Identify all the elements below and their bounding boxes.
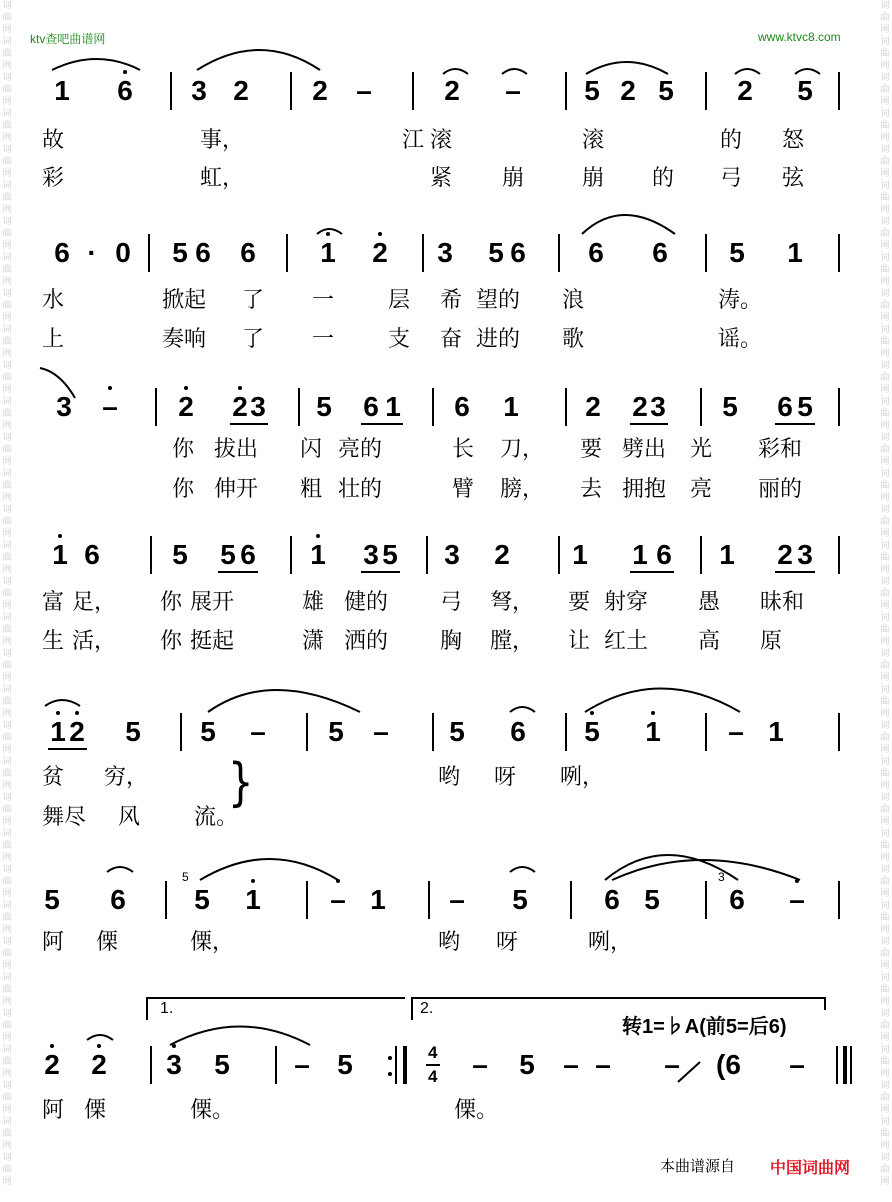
slur	[586, 62, 668, 74]
note: 5	[658, 75, 674, 106]
lyric: 生	[42, 629, 65, 654]
beam-underline	[218, 571, 258, 573]
lyric: 阿	[42, 1098, 65, 1123]
note: 6	[652, 237, 668, 268]
note: 2	[585, 391, 601, 422]
lyric: 虹，	[200, 166, 245, 191]
octave-dot	[108, 386, 112, 390]
note: 5	[214, 1049, 230, 1080]
lyric: 展开	[190, 590, 235, 615]
lyric: 崩	[502, 166, 525, 191]
lyric: 富	[42, 590, 65, 615]
note: 1	[52, 539, 68, 570]
lyric: 彩和	[758, 437, 803, 462]
lyric: 你	[160, 590, 183, 615]
octave-dot	[326, 232, 330, 236]
final-bar	[836, 1046, 838, 1084]
note: 6	[84, 539, 100, 570]
lyric: 去	[580, 477, 603, 502]
bar-line	[306, 881, 308, 919]
lyric: 伸开	[214, 477, 259, 502]
lyric: 丽的	[758, 477, 803, 502]
octave-dot	[795, 879, 799, 883]
note: –	[294, 1049, 310, 1080]
note: 2	[44, 1049, 60, 1080]
slur	[585, 689, 740, 713]
lyric: 的	[652, 166, 675, 191]
note: –	[449, 884, 465, 915]
note: 3	[444, 539, 460, 570]
lyric: 彩	[42, 166, 65, 191]
lyric: 希	[440, 288, 463, 313]
bar-line	[838, 713, 840, 751]
note: 5	[172, 237, 188, 268]
slur	[502, 69, 527, 74]
note: 3	[56, 391, 72, 422]
note: 5	[488, 237, 504, 268]
repeat-dot	[388, 1056, 392, 1060]
lyric: 拔出	[214, 437, 259, 462]
bar-line	[565, 388, 567, 426]
slur	[87, 1035, 113, 1040]
note: 5	[519, 1049, 535, 1080]
note: 6	[656, 539, 672, 570]
note: 1	[632, 539, 648, 570]
octave-dot	[251, 879, 255, 883]
lyric: 昧和	[760, 590, 805, 615]
lyric: 弩，	[490, 590, 535, 615]
time-sig-bottom: 4	[428, 1067, 438, 1086]
note: –	[664, 1049, 680, 1080]
note: 1	[719, 539, 735, 570]
note: 3	[166, 1049, 182, 1080]
lyric: 傈。	[454, 1098, 499, 1123]
lyric: 拥抱	[622, 477, 667, 502]
note: –	[563, 1049, 579, 1080]
note: –	[250, 716, 266, 747]
octave-dot	[56, 711, 60, 715]
lyric: 弓	[720, 166, 743, 191]
watermark-right: 词 曲 网 词 曲 网 词 曲 网 词 曲 网 词 曲 网 词 曲 网 词 曲 网 词 曲 网 词 曲 网 词 曲 网 词 曲 网 词 曲 网 词 曲 网 词 曲 网 词 曲 网 词 曲 网 词 曲 网 词 曲 网 词 曲 网 词 曲 网 词 曲 网 词 曲 网 词 曲 网 词 曲 网 词 曲 网 词 曲 网 词 曲 网 词 曲 网 词 曲 网 词 曲 网 词 曲 网 词 曲 网 词 曲 网	[880, 1, 890, 1187]
lyric: 闪	[300, 437, 323, 462]
lyric: 哟	[438, 765, 461, 790]
lyric: 红土	[604, 629, 649, 654]
note: 6	[510, 237, 526, 268]
bar-line	[298, 388, 300, 426]
lyric: 一	[312, 327, 335, 352]
bar-line	[570, 881, 572, 919]
note: 5	[644, 884, 660, 915]
octave-dot	[378, 232, 382, 236]
slur	[735, 69, 760, 74]
slur	[582, 215, 675, 234]
lyric: 你	[172, 477, 195, 502]
lyric: 了	[242, 327, 265, 352]
note: 6	[729, 884, 745, 915]
lyric: 刀，	[500, 437, 545, 462]
note: 2	[372, 237, 388, 268]
octave-dot	[651, 711, 655, 715]
lyric: 你	[160, 629, 183, 654]
lyric: 涛。	[718, 288, 763, 313]
lyric: 长	[452, 437, 475, 462]
lyric: 一	[312, 288, 335, 313]
note: 1	[50, 716, 66, 747]
footer-source-site[interactable]: 中国词曲网	[770, 1158, 851, 1177]
lyric: 你	[172, 437, 195, 462]
lyric: 射穿	[604, 590, 649, 615]
watermark-left: 词 曲 网 词 曲 网 词 曲 网 词 曲 网 词 曲 网 词 曲 网 词 曲 网 词 曲 网 词 曲 网 词 曲 网 词 曲 网 词 曲 网 词 曲 网 词 曲 网 词 曲 网 词 曲 网 词 曲 网 词 曲 网 词 曲 网 词 曲 网 词 曲 网 词 曲 网 词 曲 网 词 曲 网 词 曲 网 词 曲 网 词 曲 网 词 曲 网 词 曲 网 词 曲 网 词 曲 网 词 曲 网 词 曲 网	[2, 1, 12, 1187]
bar-line	[422, 234, 424, 272]
slur	[208, 690, 360, 712]
lyric: 事，	[200, 128, 245, 153]
beam-underline	[230, 423, 268, 425]
lyric: 舞尽	[42, 805, 87, 830]
note: 1	[572, 539, 588, 570]
note: 6	[195, 237, 211, 268]
note: 1	[768, 716, 784, 747]
lyric: 的	[720, 128, 743, 153]
slur	[197, 50, 320, 70]
lyric: 让	[568, 629, 591, 654]
footer-source-label: 本曲谱源自	[660, 1157, 736, 1175]
note: 6	[110, 884, 126, 915]
note: 5	[44, 884, 60, 915]
slur	[443, 69, 468, 74]
lyric: 江	[402, 128, 425, 153]
repeat-dot	[388, 1072, 392, 1076]
note: 2	[312, 75, 328, 106]
lyric: 潇	[302, 629, 325, 654]
slur	[510, 867, 535, 872]
lyric-brace: }	[228, 753, 254, 813]
lyric: 浪	[562, 288, 585, 313]
bar-line	[558, 234, 560, 272]
bar-line	[705, 713, 707, 751]
note: 2	[620, 75, 636, 106]
note: 1	[370, 884, 386, 915]
volta-bracket	[147, 998, 405, 1020]
lyric: 挺起	[190, 629, 235, 654]
beam-underline	[361, 423, 403, 425]
note: 1	[787, 237, 803, 268]
note: –	[102, 391, 118, 422]
lyric: 紧	[430, 166, 453, 191]
octave-dot	[336, 879, 340, 883]
lyric: 活，	[72, 629, 117, 654]
octave-dot	[123, 70, 127, 74]
lyric: 水	[42, 288, 65, 313]
note: 6	[240, 237, 256, 268]
note: –	[789, 1049, 805, 1080]
lyric: 愚	[698, 590, 721, 615]
note: –	[330, 884, 346, 915]
bar-line	[290, 72, 292, 110]
lyric: 雄	[302, 590, 325, 615]
bar-line	[558, 536, 560, 574]
note: 6	[588, 237, 604, 268]
header-site-name[interactable]: ktv查吧曲谱网	[30, 32, 106, 46]
note: 2	[632, 391, 648, 422]
octave-dot	[97, 1044, 101, 1048]
note: 2	[494, 539, 510, 570]
lyric: 要	[580, 437, 603, 462]
beam-underline	[775, 423, 815, 425]
header-site-url[interactable]: www.ktvc8.com	[758, 30, 841, 44]
slur	[200, 859, 338, 880]
bar-line	[155, 388, 157, 426]
note: 6	[117, 75, 133, 106]
bar-line	[165, 881, 167, 919]
bar-line	[306, 713, 308, 751]
note: 5	[512, 884, 528, 915]
note: 6	[54, 237, 70, 268]
note: 3	[250, 391, 266, 422]
note: 1	[385, 391, 401, 422]
lyric: 弦	[782, 166, 805, 191]
bar-line	[565, 713, 567, 751]
lyric: 咧，	[560, 765, 605, 790]
note: 3	[363, 539, 379, 570]
beam-underline	[48, 748, 87, 750]
bar-line	[838, 881, 840, 919]
bar-line	[705, 881, 707, 919]
lyric: 了	[242, 288, 265, 313]
slur	[45, 700, 80, 706]
lyric: 滚	[582, 128, 605, 153]
lyric: 壮的	[338, 477, 383, 502]
repeat-bar	[403, 1046, 407, 1084]
slur	[612, 860, 800, 880]
octave-dot	[50, 1044, 54, 1048]
lyric: 滚	[430, 128, 453, 153]
note: 1	[320, 237, 336, 268]
lyric: 崩	[582, 166, 605, 191]
bar-line	[150, 536, 152, 574]
note: 2	[444, 75, 460, 106]
slur	[795, 69, 820, 74]
note: –	[505, 75, 521, 106]
bar-line	[700, 388, 702, 426]
note: –	[472, 1049, 488, 1080]
octave-dot	[590, 711, 594, 715]
lyric: 穷，	[104, 765, 149, 790]
note: 5	[172, 539, 188, 570]
note: –	[728, 716, 744, 747]
octave-dot	[184, 386, 188, 390]
volta-2: 2.	[420, 1000, 434, 1017]
note: 0	[115, 237, 131, 268]
note: 1	[310, 539, 326, 570]
note: 1	[503, 391, 519, 422]
lyric: 奏响	[162, 327, 207, 352]
lyric: 呀	[496, 930, 519, 955]
note: 6	[240, 539, 256, 570]
note: 1	[245, 884, 261, 915]
note: 2	[777, 539, 793, 570]
note: 5	[125, 716, 141, 747]
final-bar	[843, 1046, 847, 1084]
bar-line	[838, 388, 840, 426]
lyric: 哟	[438, 930, 461, 955]
lyric: 呀	[494, 765, 517, 790]
note: 6	[510, 716, 526, 747]
bar-line	[838, 72, 840, 110]
bar-line	[705, 234, 707, 272]
note: 5	[328, 716, 344, 747]
bar-line	[428, 881, 430, 919]
bar-line	[850, 1046, 852, 1084]
note: 3	[650, 391, 666, 422]
note: 2	[737, 75, 753, 106]
note: 5	[584, 716, 600, 747]
bar-line	[705, 72, 707, 110]
note: 2	[178, 391, 194, 422]
bar-line	[275, 1046, 277, 1084]
note: 6	[604, 884, 620, 915]
note: 2	[232, 391, 248, 422]
bar-line	[148, 234, 150, 272]
lyric: 望的	[476, 288, 521, 313]
lyric: 粗	[300, 477, 323, 502]
beam-underline	[361, 571, 400, 573]
note: 5	[797, 75, 813, 106]
lyric: 傈	[84, 1098, 107, 1123]
octave-dot	[172, 1044, 176, 1048]
lyric: 原	[760, 629, 783, 654]
lyric: 上	[42, 327, 65, 352]
lyric: 傈，	[190, 930, 235, 955]
lyric: 奋	[440, 327, 463, 352]
note: (6	[716, 1049, 741, 1080]
bar-line	[838, 536, 840, 574]
bar-line	[426, 536, 428, 574]
octave-dot	[238, 386, 242, 390]
lyric: 故	[42, 128, 65, 153]
bar-line	[432, 388, 434, 426]
lyric: 流。	[194, 805, 239, 830]
repeat-bar	[395, 1046, 397, 1084]
note: –	[356, 75, 372, 106]
note: 6	[777, 391, 793, 422]
lyric: 亮的	[338, 437, 383, 462]
note: –	[595, 1049, 611, 1080]
bar-line	[838, 234, 840, 272]
time-sig-line	[426, 1064, 440, 1066]
note: 2	[69, 716, 85, 747]
note: 5	[722, 391, 738, 422]
note: 5	[316, 391, 332, 422]
time-sig-top: 4	[428, 1043, 438, 1062]
bar-line	[700, 536, 702, 574]
lyric: 支	[388, 327, 411, 352]
lyric: 傈	[96, 930, 119, 955]
note: 3	[437, 237, 453, 268]
lyric: 傈。	[190, 1098, 235, 1123]
grace-note: 3	[718, 870, 725, 884]
note: 1	[645, 716, 661, 747]
bar-line	[565, 72, 567, 110]
note: 6	[454, 391, 470, 422]
bar-line	[432, 713, 434, 751]
octave-dot	[316, 534, 320, 538]
modulation-label: 转1=♭A(前5=后6)	[622, 1016, 787, 1038]
note: 5	[729, 237, 745, 268]
bar-line	[150, 1046, 152, 1084]
note: 5	[194, 884, 210, 915]
note: 3	[797, 539, 813, 570]
note: 2	[233, 75, 249, 106]
note: 5	[200, 716, 216, 747]
lyric: 贫	[42, 765, 65, 790]
grace-note: 5	[182, 870, 189, 884]
bar-line	[170, 72, 172, 110]
note: 5	[382, 539, 398, 570]
beam-underline	[630, 423, 668, 425]
bar-line	[286, 234, 288, 272]
lyric: 膛，	[490, 629, 535, 654]
note: 5	[584, 75, 600, 106]
note: 5	[220, 539, 236, 570]
lyric: 层	[388, 288, 411, 313]
lyric: 足，	[72, 590, 117, 615]
bar-line	[412, 72, 414, 110]
note: 5	[337, 1049, 353, 1080]
note: 6	[363, 391, 379, 422]
beam-underline	[630, 571, 674, 573]
lyric: 弓	[440, 590, 463, 615]
lyric: 咧，	[588, 930, 633, 955]
lyric: 洒的	[344, 629, 389, 654]
lyric: 要	[568, 590, 591, 615]
octave-dot	[58, 534, 62, 538]
note: 5	[449, 716, 465, 747]
slur	[510, 707, 535, 712]
lyric: 劈出	[622, 437, 667, 462]
note: 1	[54, 75, 70, 106]
beam-underline	[775, 571, 815, 573]
note: 5	[797, 391, 813, 422]
lyric: 阿	[42, 930, 65, 955]
bar-line	[180, 713, 182, 751]
note: 3	[191, 75, 207, 106]
lyric: 进的	[476, 327, 521, 352]
slur	[170, 1027, 310, 1046]
slur	[52, 59, 140, 70]
note: ·	[87, 237, 97, 268]
lyric: 怒	[782, 128, 805, 153]
lyric: 亮	[690, 477, 713, 502]
note: –	[789, 884, 805, 915]
note: 2	[91, 1049, 107, 1080]
lyric: 膀，	[500, 477, 545, 502]
note: –	[373, 716, 389, 747]
octave-dot	[75, 711, 79, 715]
lyric: 胸	[440, 629, 463, 654]
lyric: 臂	[452, 477, 475, 502]
lyric: 掀起	[162, 288, 207, 313]
lyric: 谣。	[718, 327, 763, 352]
lyric: 高	[698, 629, 721, 654]
slur	[107, 867, 133, 872]
lyric: 风	[118, 805, 141, 830]
lyric: 健的	[344, 590, 389, 615]
bar-line	[290, 536, 292, 574]
lyric: 歌	[562, 327, 585, 352]
volta-1: 1.	[160, 1000, 174, 1017]
lyric: 光	[690, 437, 713, 462]
